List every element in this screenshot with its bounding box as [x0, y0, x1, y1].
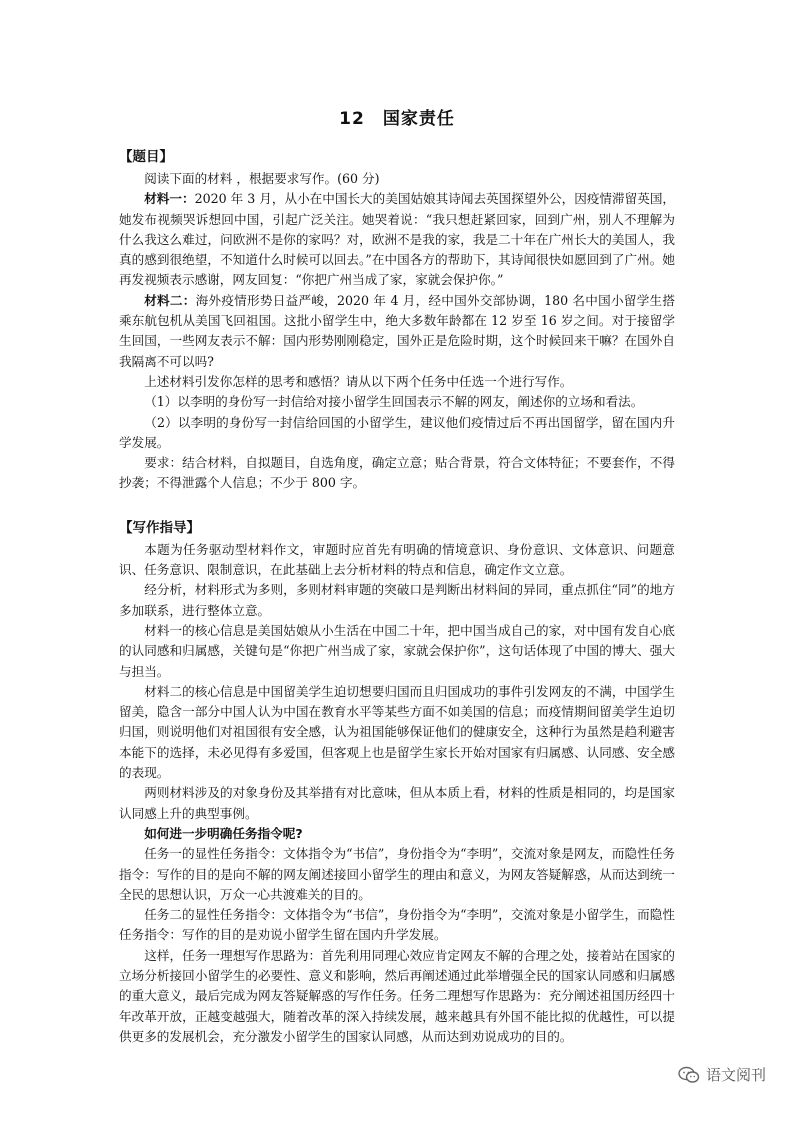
guidance-paragraph-1: 本题为任务驱动型材料作文，审题时应首先有明确的情境意识、身份意识、文体意识、问题意识、任务意识、限制意识，在此基础上去分析材料的特点和信息，确定作文立意。: [119, 541, 675, 578]
guidance-paragraph-7: 任务二的显性任务指令：文体指令为“书信”，身份指令为“李明”，交流对象是小留学生，而隐性任务指令：写作的目的是劝说小留学生留在国内升学发展。: [119, 907, 675, 943]
guidance-paragraph-6: 任务一的显性任务指令：文体指令为“书信”，身份指令为“李明”，交流对象是网友，而隐性任务指令：写作的目的是向不解的网友阐述接回小留学生的理由和意义，为网友答疑解惑，从而达到统一全民的思想认识，万众一心共渡难关的目的。: [119, 846, 675, 902]
guidance-paragraph-5: 两则材料涉及的对象身份及其举措有对比意味，但从本质上看，材料的性质是相同的，均是国家认同感上升的典型事例。: [119, 785, 675, 821]
watermark-text: 语文阅刊: [705, 1066, 766, 1084]
material1-paragraph: [119, 189, 675, 290]
material2-paragraph: [119, 291, 675, 372]
page-title: 12 国家责任: [339, 109, 455, 129]
wechat-icon: [678, 1066, 700, 1084]
task1-paragraph: （1）以李明的身份写一封信给对接小留学生回国表示不解的网友，阐述你的立场和看法。: [144, 394, 644, 410]
guidance-paragraph-4: 材料二的核心信息是中国留美学生迫切想要归国而且归国成功的事件引发网友的不满，中国学生留美，隐含一部分中国人认为中国在教育水平等某些方面不如美国的信息；而疫情期间留美学生迫切归国，则说明他们对祖国很有安全感，认为祖国能够保证他们的健康安全，这种行为虽然是趋利避害本能下的选择，未必见得有多爱国，但客观上也是留学生家长开始对国家有归属感、认同感、安全感的表现。: [119, 683, 675, 781]
material2-label: 材料二：: [144, 292, 196, 308]
intro-paragraph: 阅读下面的材料 ，根据要求写作。(60 分): [144, 171, 380, 186]
question-paragraph: 上述材料引发你怎样的思考和感悟？请从以下两个任务中任选一个进行写作。: [144, 373, 573, 389]
task2-paragraph: （2）以李明的身份写一封信给回国的小留学生，建议他们疫情过后不再出国留学，留在国内升学发展。: [119, 414, 675, 450]
requirement-paragraph: 要求：结合材料，自拟题目，自选角度，确定立意；贴合背景，符合文体特征；不要套作，不得抄袭；不得泄露个人信息；不少于 800 字。: [119, 455, 675, 491]
watermark: [678, 1064, 766, 1085]
section-heading-guidance: 【写作指导】: [119, 519, 200, 536]
material1-text: 2020 年 3 月，从小在中国长大的美国姑娘其诗闻去英国探望外公，因疫情滞留英国，她发布视频哭诉想回中国，引起广泛关注。她哭着说：“我只想赶紧回家，回到广州，别人不理解为什么我这么难过，问欧洲不是你的家吗？对，欧洲不是我的家，我是二十年在广州长大的美国人，我真的感到很绝望，不知道什么时候可以回去。”在中国各方的帮助下，其诗闻很快如愿回到了广州。她再发视频表示感谢，网友回复：“你把广州当成了家，家就会保护你。”: [119, 191, 676, 288]
material2-text: 海外疫情形势日益严峻，2020 年 4 月，经中国外交部协调，180 名中国小留学生搭乘东航包机从美国飞回祖国。这批小留学生中，绝大多数年龄都在 12 岁至 16 岁之间。对于接留学生回国，一些网友表示不解：国内形势刚刚稳定，国外正是危险时期，这个时候回来干嘛？在国外自我隔离不可以吗?: [119, 292, 675, 369]
sub-heading: 如何进一步明确任务指令呢?: [144, 825, 303, 841]
guidance-paragraph-3: 材料一的核心信息是美国姑娘从小生活在中国二十年，把中国当成自己的家，对中国有发自心底的认同感和归属感，关键句是“你把广州当成了家，家就会保护你”，这句话体现了中国的博大、强大与担当。: [119, 622, 675, 679]
section-heading-question: 【题目】: [119, 149, 173, 165]
document-body: [119, 145, 675, 1047]
material1-label: 材料一：: [144, 191, 195, 207]
guidance-paragraph-8: 这样，任务一理想写作思路为：首先利用同理心效应肯定网友不解的合理之处，接着站在国家的立场分析接回小留学生的必要性、意义和影响，然后再阐述通过此举增强全民的国家认同感和归属感的重大意义，最后完成为网友答疑解惑的写作任务。任务二理想写作思路为：充分阐述祖国历经四十年改革开放，正越变越强大，随着改革的深入持续发展，越来越具有外国不能比拟的优越性，可以提供更多的发展机会，充分激发小留学生的国家认同感，从而达到劝说成功的目的。: [119, 947, 675, 1044]
guidance-paragraph-2: 经分析，材料形式为多则，多则材料审题的突破口是判断出材料间的异同，重点抓住“同”的地方多加联系，进行整体立意。: [119, 582, 675, 618]
